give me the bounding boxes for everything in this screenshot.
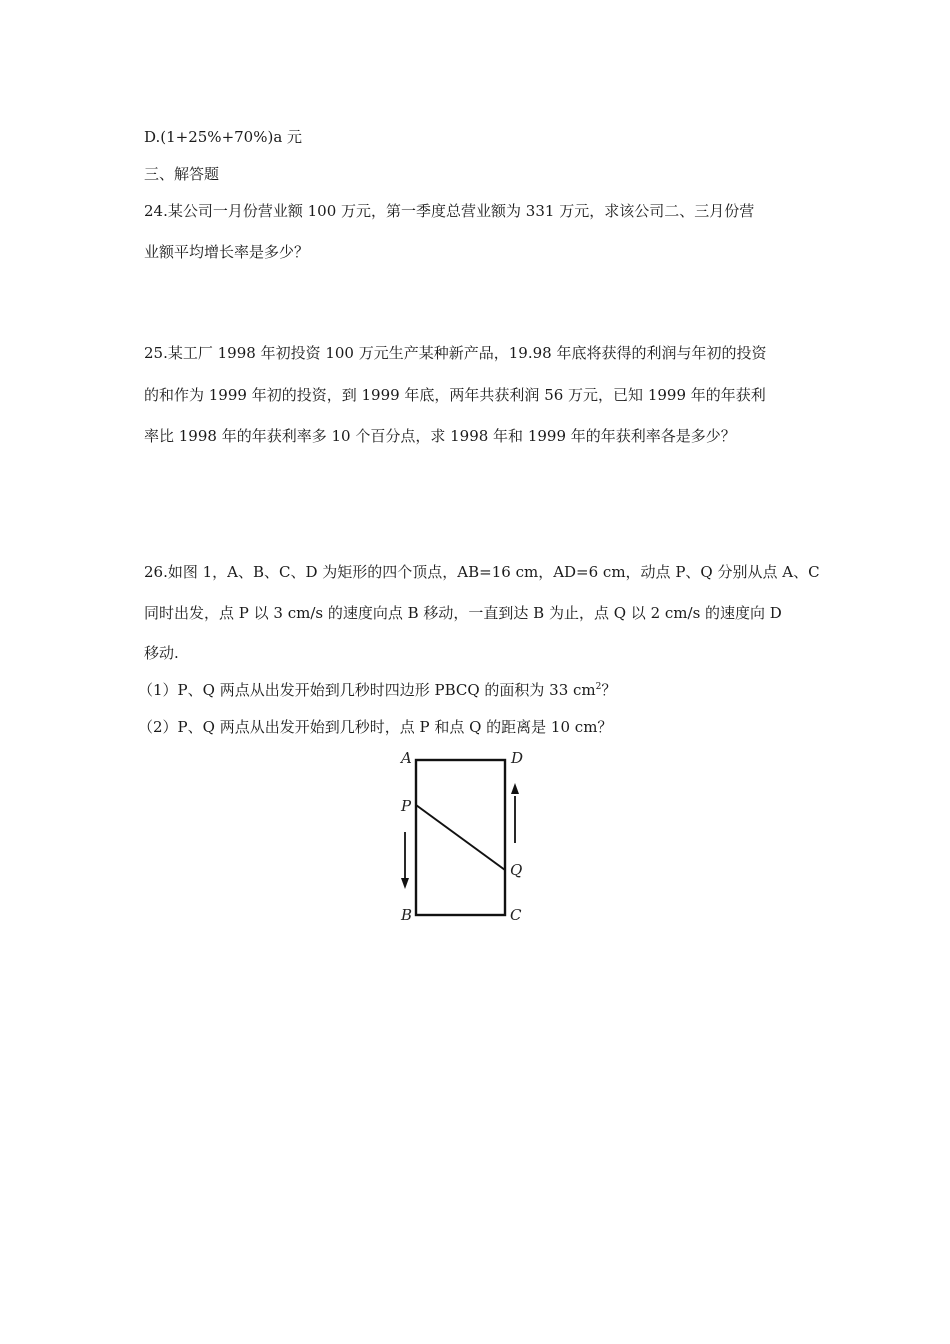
label-p: P <box>401 797 412 815</box>
question-26-part-1 <box>138 680 616 700</box>
question-24-line-1: 24.某公司一月份营业额 100 万元，第一季度总营业额为 331 万元，求该公司二、三月份营 <box>144 202 755 220</box>
part-1-end: ？ <box>601 681 617 699</box>
label-d: D <box>511 749 524 767</box>
question-26-line-3: 移动. <box>144 644 179 662</box>
option-d: D.(1+25%+70%)a 元 <box>144 128 303 146</box>
question-26-part-2: （2）P、Q 两点从出发开始到几秒时，点 P 和点 Q 的距离是 10 cm？ <box>138 718 613 736</box>
part-1-text: （1）P、Q 两点从出发开始到几秒时四边形 PBCQ 的面积为 33 cm <box>138 681 596 699</box>
label-a: A <box>401 749 412 767</box>
part-1-superscript: 2 <box>595 682 602 692</box>
label-c: C <box>510 906 522 924</box>
question-25-line-2: 的和作为 1999 年初的投资，到 1999 年底，两年共获利润 56 万元，已知 1999 年的年获利 <box>144 386 766 404</box>
question-25-line-3: 率比 1998 年的年获利率多 10 个百分点，求 1998 年和 1999 年的年获利率各是多少？ <box>144 427 736 445</box>
section-title: 三、解答题 <box>144 165 220 183</box>
question-26-line-2: 同时出发，点 P 以 3 cm/s 的速度向点 B 移动，一直到达 B 为止，点 Q 以 2 cm/s 的速度向 D <box>144 604 782 622</box>
question-26-line-1: 26.如图 1，A、B、C、D 为矩形的四个顶点，AB=16 cm，AD=6 cm，动点 P、Q 分别从点 A、C <box>144 563 820 581</box>
label-b: B <box>401 906 413 924</box>
segment-pq <box>416 805 505 870</box>
question-24-line-2: 业额平均增长率是多少？ <box>144 243 310 261</box>
label-q: Q <box>510 861 523 879</box>
rectangle-figure <box>394 744 534 928</box>
arrow-up-icon <box>511 783 519 794</box>
arrow-down-icon <box>401 878 409 889</box>
question-25-line-1: 25.某工厂 1998 年初投资 100 万元生产某种新产品，19.98 年底将获得的利润与年初的投资 <box>144 344 767 362</box>
